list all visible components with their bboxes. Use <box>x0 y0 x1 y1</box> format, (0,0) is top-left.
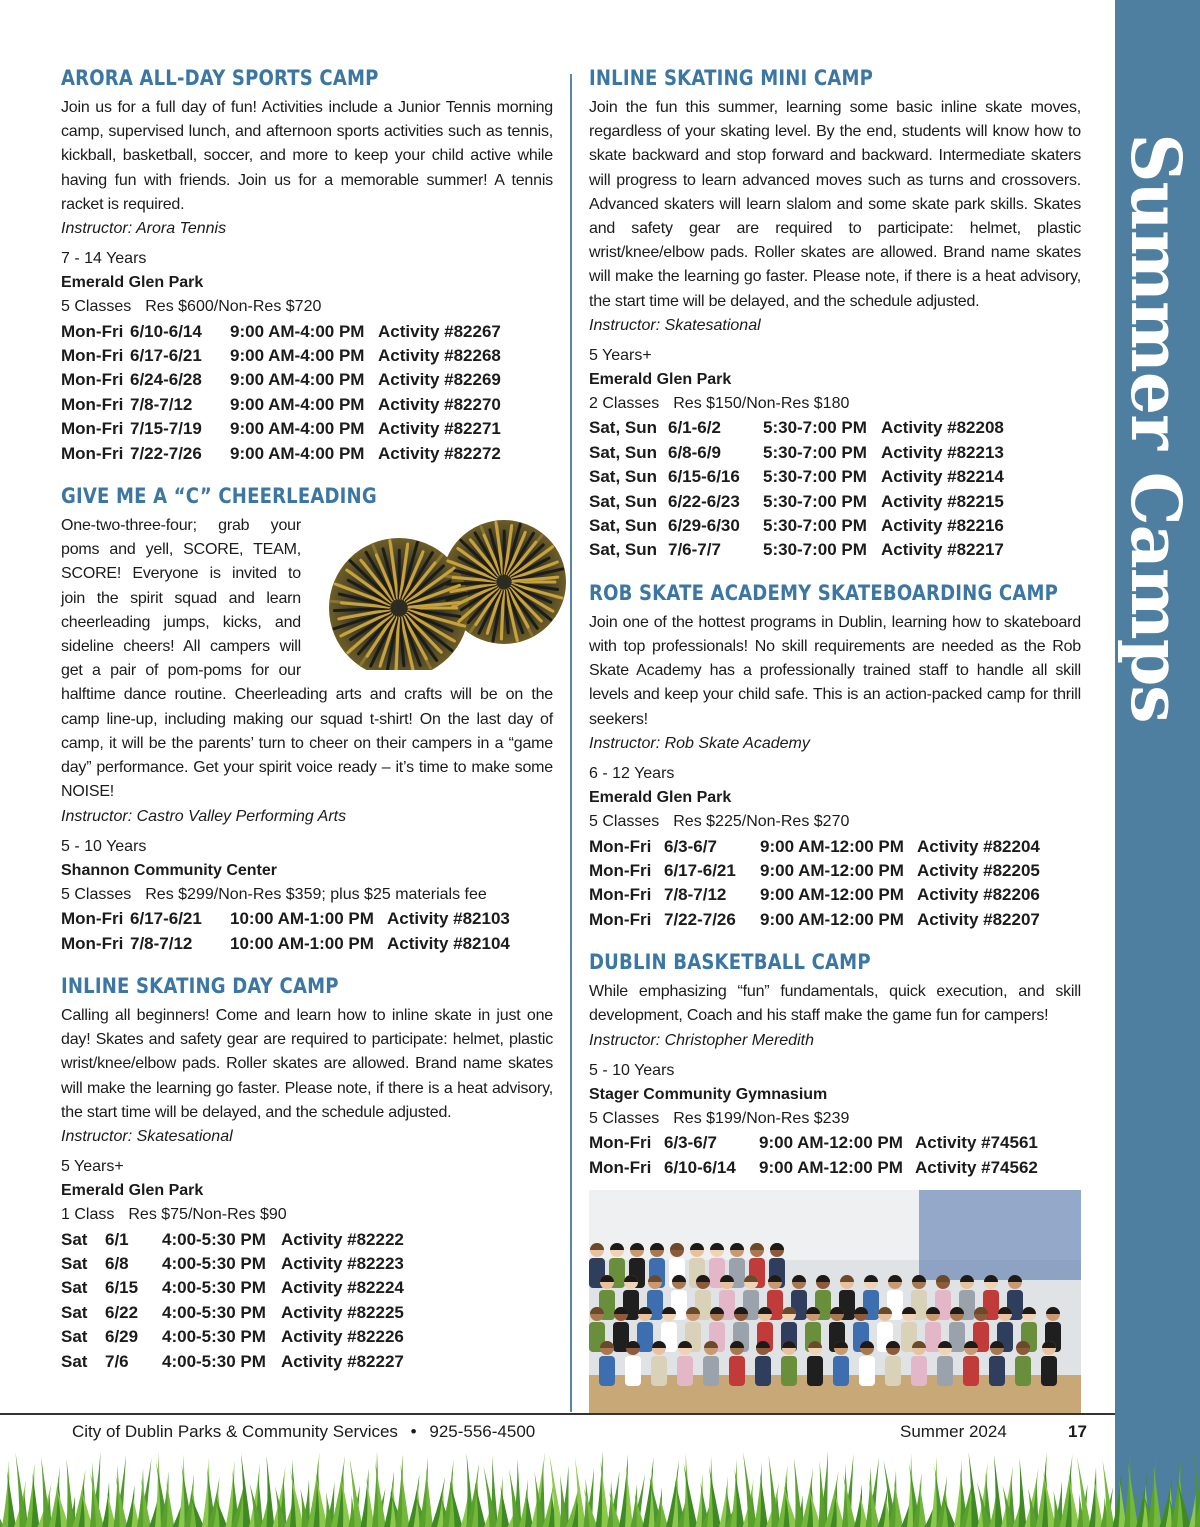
session-activity: Activity #82227 <box>281 1351 404 1371</box>
fee: Res $199/Non-Res $239 <box>673 1109 850 1127</box>
session-activity: Activity #82205 <box>917 860 1040 880</box>
instructor: Instructor: Skatesational <box>61 1127 233 1145</box>
fee-line <box>61 1203 553 1227</box>
left-column <box>61 66 553 1392</box>
section-inline-skating-day-camp <box>61 974 553 1374</box>
session-dates: 6/17-6/21 <box>664 860 736 880</box>
session-dates: 6/10-6/14 <box>664 1157 736 1177</box>
class-count: 2 Classes <box>589 395 660 413</box>
session-days: Sat, Sun <box>589 418 658 438</box>
session-days: Mon-Fri <box>61 346 124 366</box>
instructor: Instructor: Arora Tennis <box>61 220 227 238</box>
fee-line <box>589 810 1081 834</box>
session-activity: Activity #82225 <box>281 1302 404 1322</box>
session-days: Sat, Sun <box>589 491 658 511</box>
session-dates: 6/22-6/23 <box>668 491 740 511</box>
session-activity: Activity #82271 <box>378 419 501 439</box>
session-dates: 6/22 <box>105 1302 139 1322</box>
session-days: Mon-Fri <box>61 370 124 390</box>
session-time: 5:30-7:00 PM <box>763 516 867 536</box>
session-row <box>589 908 1081 932</box>
session-time: 9:00 AM-12:00 PM <box>760 836 904 856</box>
group-photo-illustration <box>589 1190 1081 1415</box>
section-rob-skate-academy <box>589 581 1081 932</box>
session-dates: 6/15-6/16 <box>668 467 740 487</box>
session-time: 9:00 AM-12:00 PM <box>759 1157 903 1177</box>
session-time: 5:30-7:00 PM <box>763 442 867 462</box>
session-activity: Activity #82223 <box>281 1253 404 1273</box>
instructor: Instructor: Christopher Meredith <box>589 1031 814 1049</box>
sidebar-band <box>1115 0 1200 1527</box>
class-count: 5 Classes <box>61 298 132 316</box>
ages: 7 - 14 Years <box>61 250 147 268</box>
session-activity: Activity #82215 <box>881 491 1004 511</box>
session-days: Sat <box>61 1278 88 1298</box>
footer-bullet: • <box>410 1422 417 1441</box>
class-count: 5 Classes <box>589 1109 660 1127</box>
session-time: 4:00-5:30 PM <box>162 1253 266 1273</box>
session-time: 5:30-7:00 PM <box>763 467 867 487</box>
section-description: Join the fun this summer, learning some basic inline skate moves, regardless of your skating level. By the end, students will know how to skate backward and stop forward and backward. Intermediate skaters will progress to learn advanced moves such as turns and crossovers. Advanced skaters will learn slalom and some skate park skills. Skates and safety gear are required to participate: helmet, plastic wrist/knee/elbow pads. Roller skates are allowed. Brand name skates will make the learning go faster. Please note, if there is a heat advisory, the start time will be delayed, and the schedule adjusted. <box>589 99 1081 310</box>
session-days: Mon-Fri <box>61 909 124 929</box>
session-time: 10:00 AM-1:00 PM <box>230 933 374 953</box>
session-list <box>589 1131 1081 1180</box>
session-days: Mon-Fri <box>61 394 124 414</box>
location: Emerald Glen Park <box>589 789 732 807</box>
session-dates: 6/15 <box>105 1278 139 1298</box>
session-dates: 6/17-6/21 <box>130 909 202 929</box>
session-time: 4:00-5:30 PM <box>162 1229 266 1249</box>
session-activity: Activity #82269 <box>378 370 501 390</box>
session-activity: Activity #82103 <box>387 909 510 929</box>
section-inline-skating-mini-camp <box>589 66 1081 563</box>
session-dates: 7/8-7/12 <box>130 394 193 414</box>
class-count: 5 Classes <box>589 813 660 831</box>
session-time: 9:00 AM-12:00 PM <box>760 860 904 880</box>
session-dates: 7/6 <box>105 1351 129 1371</box>
session-activity: Activity #82216 <box>881 516 1004 536</box>
location: Stager Community Gymnasium <box>589 1085 828 1103</box>
session-row <box>61 442 553 466</box>
location: Emerald Glen Park <box>589 371 732 389</box>
session-activity: Activity #82267 <box>378 321 501 341</box>
session-dates: 6/24-6/28 <box>130 370 202 390</box>
basketball-camp-group-photo <box>589 1190 1081 1415</box>
grass-decoration <box>0 1450 1200 1527</box>
session-days: Sat <box>61 1351 88 1371</box>
session-dates: 6/8 <box>105 1253 129 1273</box>
fee: Res $150/Non-Res $180 <box>673 395 850 413</box>
session-time: 4:00-5:30 PM <box>162 1278 266 1298</box>
footer-org: City of Dublin Parks & Community Services <box>72 1422 398 1441</box>
pom-poms-illustration <box>309 520 571 670</box>
session-time: 9:00 AM-4:00 PM <box>230 370 365 390</box>
session-row <box>589 538 1081 562</box>
session-time: 4:00-5:30 PM <box>162 1327 266 1347</box>
session-time: 9:00 AM-4:00 PM <box>230 394 365 414</box>
session-dates: 7/8-7/12 <box>664 885 727 905</box>
section-description: Calling all beginners! Come and learn how to inline skate in just one day! Skates and safety gear are required to participate: helmet, plastic wrist/knee/elbow pads. Roller skates are allowed. Brand name skates will make the learning go faster. Please note, if there is a heat advisory, the start time will be delayed, and the schedule adjusted. <box>61 1006 553 1121</box>
session-row <box>61 417 553 441</box>
session-days: Sat <box>61 1253 88 1273</box>
section-title: ARORA ALL-DAY SPORTS CAMP <box>61 66 379 90</box>
section-arora-sports-camp <box>61 66 553 466</box>
session-time: 9:00 AM-12:00 PM <box>760 885 904 905</box>
session-activity: Activity #74561 <box>915 1133 1038 1153</box>
fee-line <box>61 883 553 907</box>
session-days: Mon-Fri <box>589 885 652 905</box>
session-days: Mon-Fri <box>61 933 124 953</box>
ages: 6 - 12 Years <box>589 764 675 782</box>
session-activity: Activity #82224 <box>281 1278 404 1298</box>
session-row <box>589 441 1081 465</box>
session-dates: 6/29-6/30 <box>668 516 740 536</box>
session-activity: Activity #82217 <box>881 540 1004 560</box>
section-title: ROB SKATE ACADEMY SKATEBOARDING CAMP <box>589 580 1059 605</box>
session-row <box>589 835 1081 859</box>
session-dates: 6/1-6/2 <box>668 418 721 438</box>
session-time: 4:00-5:30 PM <box>162 1302 266 1322</box>
page-number: 17 <box>1068 1422 1087 1441</box>
session-days: Mon-Fri <box>61 443 124 463</box>
fee: Res $75/Non-Res $90 <box>128 1206 287 1224</box>
session-days: Mon-Fri <box>589 1157 652 1177</box>
session-activity: Activity #82214 <box>881 467 1004 487</box>
section-title: GIVE ME A “C” CHEERLEADING <box>61 484 377 509</box>
session-row <box>589 514 1081 538</box>
session-days: Mon-Fri <box>589 1133 652 1153</box>
session-days: Mon-Fri <box>61 419 124 439</box>
session-dates: 7/15-7/19 <box>130 419 202 439</box>
session-dates: 6/8-6/9 <box>668 442 721 462</box>
session-list <box>61 320 553 466</box>
session-row <box>61 1228 553 1252</box>
fee: Res $299/Non-Res $359; plus $25 materials fee <box>145 885 487 903</box>
session-dates: 7/8-7/12 <box>130 933 193 953</box>
ages: 5 Years+ <box>589 346 652 364</box>
location: Emerald Glen Park <box>61 274 204 292</box>
location: Emerald Glen Park <box>61 1182 204 1200</box>
session-dates: 6/1 <box>105 1229 129 1249</box>
session-time: 9:00 AM-4:00 PM <box>230 321 365 341</box>
session-row <box>61 932 553 956</box>
section-title: INLINE SKATING MINI CAMP <box>589 66 874 90</box>
footer-org-info <box>72 1418 535 1446</box>
section-title: INLINE SKATING DAY CAMP <box>61 973 339 998</box>
session-dates: 6/10-6/14 <box>130 321 202 341</box>
session-time: 5:30-7:00 PM <box>763 418 867 438</box>
column-divider <box>570 74 572 1412</box>
session-activity: Activity #82104 <box>387 933 510 953</box>
section-title: DUBLIN BASKETBALL CAMP <box>589 950 871 975</box>
fee-line <box>589 1107 1081 1131</box>
session-days: Mon-Fri <box>589 836 652 856</box>
ages: 5 Years+ <box>61 1157 124 1175</box>
session-row <box>61 368 553 392</box>
session-time: 5:30-7:00 PM <box>763 540 867 560</box>
session-time: 4:00-5:30 PM <box>162 1351 266 1371</box>
session-row <box>61 1276 553 1300</box>
session-dates: 7/22-7/26 <box>130 443 202 463</box>
session-list <box>589 416 1081 562</box>
class-count: 5 Classes <box>61 885 132 903</box>
section-dublin-basketball-camp <box>589 950 1081 1415</box>
fee: Res $225/Non-Res $270 <box>673 813 850 831</box>
section-description: Join us for a full day of fun! Activities include a Junior Tennis morning camp, supervised lunch, and afternoon sports activities such as tennis, kickball, basketball, soccer, and more to keep your child active while having fun with friends. Join us for a memorable summer! A tennis racket is required. <box>61 99 553 213</box>
sidebar-title: Summer Camps <box>1115 133 1195 723</box>
session-row <box>589 490 1081 514</box>
session-time: 5:30-7:00 PM <box>763 491 867 511</box>
fee-line <box>61 295 553 319</box>
session-list <box>589 835 1081 933</box>
session-days: Sat <box>61 1302 88 1322</box>
session-activity: Activity #82204 <box>917 836 1040 856</box>
session-activity: Activity #82213 <box>881 442 1004 462</box>
session-row <box>589 465 1081 489</box>
fee: Res $600/Non-Res $720 <box>145 298 322 316</box>
session-time: 9:00 AM-4:00 PM <box>230 419 365 439</box>
session-days: Mon-Fri <box>589 860 652 880</box>
session-row <box>589 859 1081 883</box>
session-days: Mon-Fri <box>589 909 652 929</box>
section-description: One-two-three-four; grab your poms and yell, SCORE, TEAM, SCORE! Everyone is invited to join the spirit squad and learn cheerleading jumps, kicks, and sideline cheers! All campers will get a pair of pom-poms for our halftime dance routine. Cheerleading arts and crafts will be on the camp line-up, including making our squad t-shirt! On the last day of camp, it will be the parents’ turn to cheer on their campers in a “game day” performance. Get your spirit voice ready – it’s time to make some NOISE! <box>61 517 553 801</box>
session-dates: 6/3-6/7 <box>664 836 717 856</box>
session-row <box>589 416 1081 440</box>
session-days: Sat, Sun <box>589 467 658 487</box>
session-dates: 6/3-6/7 <box>664 1133 717 1153</box>
session-row <box>61 344 553 368</box>
session-days: Sat <box>61 1327 88 1347</box>
footer-phone: 925-556-4500 <box>429 1422 536 1441</box>
session-row <box>61 1301 553 1325</box>
session-dates: 7/22-7/26 <box>664 909 736 929</box>
session-time: 9:00 AM-4:00 PM <box>230 443 365 463</box>
instructor: Instructor: Skatesational <box>589 316 761 334</box>
session-activity: Activity #82207 <box>917 909 1040 929</box>
instructor: Instructor: Castro Valley Performing Arts <box>61 807 347 825</box>
section-description: While emphasizing “fun” fundamentals, quick execution, and skill development, Coach and his staff make the game fun for campers! <box>589 983 1081 1025</box>
session-activity: Activity #74562 <box>915 1157 1038 1177</box>
session-days: Mon-Fri <box>61 321 124 341</box>
session-dates: 7/6-7/7 <box>668 540 721 560</box>
footer-rule <box>0 1413 1115 1415</box>
session-row <box>589 1131 1081 1155</box>
session-days: Sat <box>61 1229 88 1249</box>
session-activity: Activity #82270 <box>378 394 501 414</box>
session-time: 9:00 AM-12:00 PM <box>760 909 904 929</box>
session-dates: 6/17-6/21 <box>130 346 202 366</box>
section-description: Join one of the hottest programs in Dublin, learning how to skateboard with top professionals! No skill requirements are needed as the Rob Skate Academy has a professionally trained staff to handle all skill levels and keep your child safe. This is an action-packed camp for thrill seekers! <box>589 613 1081 728</box>
session-row <box>61 393 553 417</box>
class-count: 1 Class <box>61 1206 115 1224</box>
location: Shannon Community Center <box>61 861 278 879</box>
session-dates: 6/29 <box>105 1327 139 1347</box>
session-row <box>589 1156 1081 1180</box>
session-list <box>61 907 553 956</box>
session-row <box>61 907 553 931</box>
ages: 5 - 10 Years <box>61 837 147 855</box>
pom-poms-image <box>309 520 571 670</box>
session-time: 9:00 AM-12:00 PM <box>759 1133 903 1153</box>
session-row <box>61 1350 553 1374</box>
session-activity: Activity #82206 <box>917 885 1040 905</box>
session-activity: Activity #82208 <box>881 418 1004 438</box>
session-time: 9:00 AM-4:00 PM <box>230 346 365 366</box>
session-activity: Activity #82222 <box>281 1229 404 1249</box>
session-row <box>61 1325 553 1349</box>
session-row <box>61 320 553 344</box>
right-column <box>589 66 1081 1433</box>
footer-season: Summer 2024 <box>900 1422 1007 1441</box>
session-days: Sat, Sun <box>589 540 658 560</box>
ages: 5 - 10 Years <box>589 1061 675 1079</box>
session-days: Sat, Sun <box>589 516 658 536</box>
fee-line <box>589 392 1081 416</box>
session-row <box>61 1252 553 1276</box>
section-cheerleading <box>61 484 553 956</box>
instructor: Instructor: Rob Skate Academy <box>589 734 810 752</box>
session-time: 10:00 AM-1:00 PM <box>230 909 374 929</box>
session-activity: Activity #82268 <box>378 346 501 366</box>
session-row <box>589 883 1081 907</box>
session-list <box>61 1228 553 1374</box>
session-activity: Activity #82226 <box>281 1327 404 1347</box>
session-activity: Activity #82272 <box>378 443 501 463</box>
session-days: Sat, Sun <box>589 442 658 462</box>
